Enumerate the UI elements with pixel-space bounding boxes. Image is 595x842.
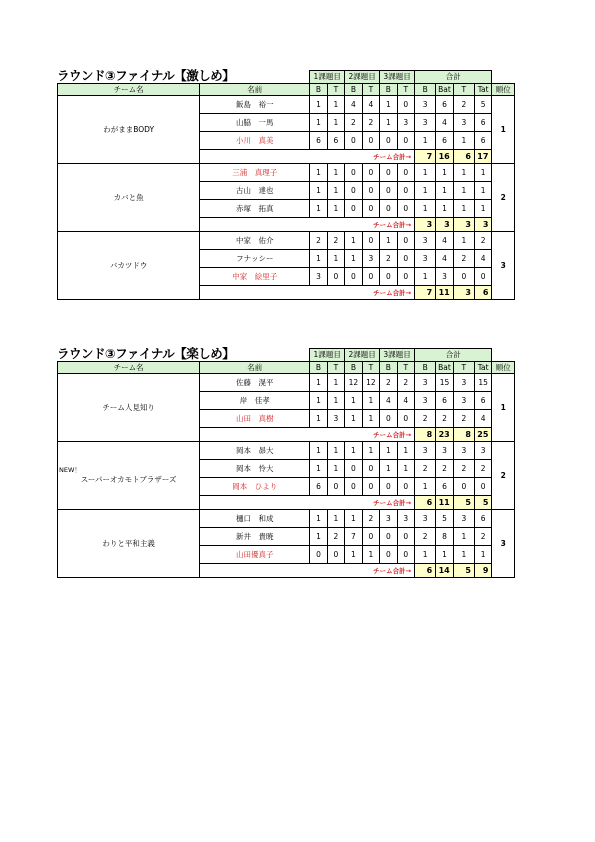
rank-spacer — [492, 349, 515, 362]
score-cell: 0 — [380, 181, 397, 199]
score-cell: 1 — [310, 391, 327, 409]
header-k2: 2課題目 — [345, 71, 380, 84]
team-total-label: チーム合計→ — [200, 285, 415, 299]
score-cell: 3 — [436, 441, 453, 459]
team-total-label: チーム合計→ — [200, 427, 415, 441]
score-cell: 2 — [415, 527, 436, 545]
score-cell: 1 — [327, 509, 344, 527]
header-t: T — [397, 361, 414, 373]
member-name: 岡本 ひより — [200, 477, 310, 495]
score-cell: 3 — [415, 95, 436, 113]
score-cell: 1 — [327, 373, 344, 391]
score-cell: 1 — [362, 409, 379, 427]
header-k3: 3課題目 — [380, 349, 415, 362]
score-cell: 1 — [310, 181, 327, 199]
score-cell: 1 — [380, 231, 397, 249]
score-cell: 1 — [380, 113, 397, 131]
score-cell: 1 — [327, 199, 344, 217]
score-cell: 2 — [397, 373, 414, 391]
score-cell: 4 — [397, 391, 414, 409]
score-cell: 2 — [415, 409, 436, 427]
score-cell: 1 — [345, 249, 362, 267]
score-cell: 3 — [415, 441, 436, 459]
score-cell: 0 — [345, 163, 362, 181]
score-cell: 0 — [345, 477, 362, 495]
score-cell: 0 — [397, 231, 414, 249]
team-total-value: 11 — [436, 495, 453, 509]
score-cell: 0 — [380, 199, 397, 217]
score-cell: 1 — [415, 199, 436, 217]
score-table — [57, 70, 515, 300]
team-total-value: 6 — [415, 495, 436, 509]
team-name-cell — [58, 95, 200, 163]
header-k1: 1課題目 — [310, 349, 345, 362]
score-cell: 1 — [453, 545, 474, 563]
header-t: T — [453, 83, 474, 95]
score-cell: 1 — [310, 95, 327, 113]
team-total-value: 16 — [436, 149, 453, 163]
team-total-value: 7 — [415, 149, 436, 163]
score-cell: 0 — [362, 231, 379, 249]
member-name: フナッシー — [200, 249, 310, 267]
score-cell: 3 — [415, 231, 436, 249]
header-rank: 順位 — [492, 83, 515, 95]
score-cell: 1 — [436, 545, 453, 563]
score-cell: 1 — [453, 231, 474, 249]
score-cell: 1 — [453, 527, 474, 545]
member-name: 飯島 裕一 — [200, 95, 310, 113]
team-total-label: チーム合計→ — [200, 217, 415, 231]
score-cell: 1 — [362, 391, 379, 409]
score-cell: 3 — [415, 391, 436, 409]
score-cell: 3 — [453, 113, 474, 131]
score-cell: 3 — [415, 509, 436, 527]
member-name: 樋口 和成 — [200, 509, 310, 527]
member-row — [58, 95, 515, 113]
score-cell: 1 — [415, 545, 436, 563]
score-cell: 1 — [327, 181, 344, 199]
score-cell: 1 — [415, 267, 436, 285]
score-cell: 4 — [436, 113, 453, 131]
team-total-value: 23 — [436, 427, 453, 441]
header-b: B — [380, 361, 397, 373]
score-cell: 3 — [453, 509, 474, 527]
team-total-value: 9 — [474, 563, 491, 577]
score-cell: 0 — [380, 527, 397, 545]
member-name: 小川 真美 — [200, 131, 310, 149]
team-name-cell — [58, 373, 200, 441]
rank-cell: 1 — [492, 95, 515, 163]
team-total-value: 3 — [415, 217, 436, 231]
score-cell: 3 — [362, 249, 379, 267]
header-row — [58, 71, 515, 84]
team-name: チーム人見知り — [102, 402, 155, 412]
score-cell: 3 — [453, 373, 474, 391]
member-row — [58, 441, 515, 459]
member-name: 山田優真子 — [200, 545, 310, 563]
score-cell: 1 — [436, 199, 453, 217]
score-cell: 2 — [453, 409, 474, 427]
score-cell: 1 — [436, 163, 453, 181]
score-cell: 2 — [415, 459, 436, 477]
score-cell: 0 — [453, 477, 474, 495]
score-cell: 6 — [327, 131, 344, 149]
score-cell: 1 — [415, 163, 436, 181]
score-cell: 1 — [345, 441, 362, 459]
score-cell: 1 — [453, 181, 474, 199]
new-badge: NEW！ — [59, 466, 81, 474]
score-cell: 1 — [380, 95, 397, 113]
header-team: チーム名 — [58, 361, 200, 373]
score-cell: 0 — [380, 163, 397, 181]
header-b: B — [310, 361, 327, 373]
member-row — [58, 163, 515, 181]
header-bat: Bat — [436, 83, 453, 95]
header-name: 名前 — [200, 83, 310, 95]
score-cell: 1 — [453, 131, 474, 149]
score-cell: 0 — [310, 545, 327, 563]
member-name: 山田 真樹 — [200, 409, 310, 427]
team-total-value: 5 — [453, 563, 474, 577]
score-cell: 1 — [474, 199, 491, 217]
team-total-label: チーム合計→ — [200, 563, 415, 577]
score-cell: 1 — [327, 441, 344, 459]
score-cell: 1 — [415, 477, 436, 495]
rank-cell: 2 — [492, 163, 515, 231]
header-row — [58, 349, 515, 362]
score-cell: 15 — [436, 373, 453, 391]
score-cell: 0 — [362, 199, 379, 217]
score-cell: 1 — [345, 545, 362, 563]
score-cell: 3 — [415, 113, 436, 131]
score-cell: 1 — [345, 231, 362, 249]
score-cell: 0 — [362, 477, 379, 495]
score-cell: 0 — [474, 267, 491, 285]
score-cell: 1 — [362, 545, 379, 563]
score-cell: 12 — [345, 373, 362, 391]
header-b: B — [310, 83, 327, 95]
score-cell: 2 — [362, 113, 379, 131]
header-tat: Tat — [474, 83, 491, 95]
score-cell: 1 — [474, 181, 491, 199]
rank-cell: 2 — [492, 441, 515, 509]
member-name: 岸 佳孝 — [200, 391, 310, 409]
score-cell: 0 — [380, 409, 397, 427]
score-cell: 2 — [474, 527, 491, 545]
team-total-value: 3 — [453, 217, 474, 231]
score-cell: 1 — [397, 441, 414, 459]
header-total: 合計 — [415, 349, 492, 362]
team-total-value: 6 — [453, 149, 474, 163]
score-cell: 2 — [436, 459, 453, 477]
rank-cell: 3 — [492, 231, 515, 299]
member-row — [58, 231, 515, 249]
team-name-cell — [58, 163, 200, 231]
header-b: B — [415, 83, 436, 95]
score-cell: 0 — [362, 459, 379, 477]
member-row — [58, 373, 515, 391]
score-cell: 3 — [453, 391, 474, 409]
team-name: カバと魚 — [113, 192, 144, 202]
score-cell: 3 — [453, 441, 474, 459]
title-spacer — [58, 71, 310, 84]
team-total-value: 5 — [453, 495, 474, 509]
header-t: T — [327, 361, 344, 373]
header-team: チーム名 — [58, 83, 200, 95]
member-name: 赤塚 拓真 — [200, 199, 310, 217]
score-cell: 6 — [310, 131, 327, 149]
score-cell: 0 — [380, 545, 397, 563]
team-total-value: 8 — [453, 427, 474, 441]
score-cell: 0 — [327, 477, 344, 495]
score-cell: 1 — [436, 181, 453, 199]
score-cell: 1 — [345, 409, 362, 427]
score-cell: 6 — [474, 509, 491, 527]
score-cell: 1 — [380, 441, 397, 459]
rank-cell: 1 — [492, 373, 515, 441]
score-cell: 0 — [380, 131, 397, 149]
section-title: ラウンド③ファイナル【激しめ】 — [57, 68, 235, 83]
score-cell: 0 — [362, 267, 379, 285]
score-cell: 0 — [327, 545, 344, 563]
score-cell: 2 — [453, 459, 474, 477]
score-cell: 0 — [397, 163, 414, 181]
score-cell: 1 — [327, 391, 344, 409]
score-cell: 1 — [415, 181, 436, 199]
team-total-value: 3 — [474, 217, 491, 231]
team-total-value: 17 — [474, 149, 491, 163]
score-cell: 3 — [327, 409, 344, 427]
score-cell: 1 — [415, 131, 436, 149]
header-t: T — [397, 83, 414, 95]
score-cell: 0 — [345, 267, 362, 285]
team-total-value: 7 — [415, 285, 436, 299]
team-total-value: 3 — [436, 217, 453, 231]
member-name: 岡本 昴大 — [200, 441, 310, 459]
score-cell: 1 — [310, 373, 327, 391]
rank-spacer — [492, 71, 515, 84]
header-rank: 順位 — [492, 361, 515, 373]
score-cell: 0 — [474, 477, 491, 495]
score-cell: 1 — [474, 545, 491, 563]
score-cell: 6 — [474, 391, 491, 409]
score-cell: 0 — [397, 95, 414, 113]
team-total-value: 8 — [415, 427, 436, 441]
team-total-value: 25 — [474, 427, 491, 441]
score-cell: 12 — [362, 373, 379, 391]
header-t: T — [362, 361, 379, 373]
team-name-cell — [58, 509, 200, 577]
header-k2: 2課題目 — [345, 349, 380, 362]
score-cell: 4 — [436, 231, 453, 249]
score-cell: 1 — [362, 441, 379, 459]
team-name-cell — [58, 231, 200, 299]
header-total: 合計 — [415, 71, 492, 84]
score-cell: 1 — [310, 459, 327, 477]
score-cell: 3 — [310, 267, 327, 285]
score-cell: 1 — [345, 509, 362, 527]
member-name: 岡本 怜大 — [200, 459, 310, 477]
score-cell: 0 — [362, 131, 379, 149]
score-cell: 2 — [436, 409, 453, 427]
score-cell: 0 — [327, 267, 344, 285]
score-cell: 6 — [436, 477, 453, 495]
score-cell: 1 — [310, 163, 327, 181]
score-cell: 3 — [415, 373, 436, 391]
score-cell: 4 — [362, 95, 379, 113]
score-cell: 0 — [345, 181, 362, 199]
team-total-value: 11 — [436, 285, 453, 299]
score-cell: 1 — [310, 509, 327, 527]
score-cell: 1 — [474, 163, 491, 181]
score-cell: 4 — [436, 249, 453, 267]
score-cell: 1 — [453, 199, 474, 217]
score-cell: 1 — [310, 199, 327, 217]
score-cell: 0 — [397, 527, 414, 545]
score-cell: 2 — [380, 373, 397, 391]
header-b: B — [380, 83, 397, 95]
score-cell: 8 — [436, 527, 453, 545]
subheader-row — [58, 361, 515, 373]
score-cell: 2 — [474, 459, 491, 477]
team-name: わりと平和主義 — [102, 538, 155, 548]
score-cell: 5 — [474, 95, 491, 113]
header-k3: 3課題目 — [380, 71, 415, 84]
score-cell: 1 — [345, 391, 362, 409]
score-cell: 4 — [345, 95, 362, 113]
member-name: 山脇 一馬 — [200, 113, 310, 131]
header-bat: Bat — [436, 361, 453, 373]
member-name: 中家 絵里子 — [200, 267, 310, 285]
score-cell: 3 — [397, 509, 414, 527]
score-table — [57, 348, 515, 578]
score-cell: 2 — [327, 527, 344, 545]
header-k1: 1課題目 — [310, 71, 345, 84]
header-t: T — [362, 83, 379, 95]
score-cell: 6 — [436, 391, 453, 409]
team-total-label: チーム合計→ — [200, 149, 415, 163]
subheader-row — [58, 83, 515, 95]
member-name: 三浦 真理子 — [200, 163, 310, 181]
team-total-value: 5 — [474, 495, 491, 509]
team-total-value: 6 — [474, 285, 491, 299]
score-cell: 0 — [380, 477, 397, 495]
score-cell: 4 — [474, 249, 491, 267]
score-cell: 0 — [362, 181, 379, 199]
score-cell: 3 — [397, 113, 414, 131]
score-cell: 1 — [310, 527, 327, 545]
score-cell: 2 — [474, 231, 491, 249]
score-cell: 1 — [327, 163, 344, 181]
score-cell: 1 — [327, 113, 344, 131]
team-name: スーパーオカモトブラザーズ — [80, 475, 177, 484]
score-cell: 1 — [327, 459, 344, 477]
member-name: 古山 達也 — [200, 181, 310, 199]
member-name: 中家 佑介 — [200, 231, 310, 249]
score-cell: 1 — [327, 95, 344, 113]
score-cell: 6 — [310, 477, 327, 495]
score-cell: 1 — [310, 409, 327, 427]
team-name: わがままBODY — [103, 124, 155, 134]
header-tat: Tat — [474, 361, 491, 373]
score-cell: 2 — [327, 231, 344, 249]
team-name-cell — [58, 441, 200, 509]
team-name: バカツドウ — [109, 260, 148, 270]
score-cell: 1 — [380, 459, 397, 477]
score-cell: 1 — [310, 441, 327, 459]
score-cell: 7 — [345, 527, 362, 545]
score-cell: 0 — [453, 267, 474, 285]
header-t: T — [327, 83, 344, 95]
score-cell: 3 — [436, 267, 453, 285]
header-b: B — [415, 361, 436, 373]
score-cell: 1 — [397, 459, 414, 477]
score-cell: 0 — [397, 545, 414, 563]
member-row — [58, 509, 515, 527]
score-cell: 5 — [436, 509, 453, 527]
team-total-value: 14 — [436, 563, 453, 577]
score-cell: 6 — [474, 131, 491, 149]
score-cell: 0 — [397, 249, 414, 267]
header-b: B — [345, 83, 362, 95]
score-cell: 1 — [310, 249, 327, 267]
score-cell: 2 — [453, 249, 474, 267]
title-spacer — [58, 349, 310, 362]
team-total-label: チーム合計→ — [200, 495, 415, 509]
score-cell: 6 — [436, 95, 453, 113]
score-cell: 0 — [397, 267, 414, 285]
score-cell: 0 — [397, 409, 414, 427]
rank-cell: 3 — [492, 509, 515, 577]
score-cell: 0 — [397, 199, 414, 217]
score-cell: 0 — [362, 527, 379, 545]
score-cell: 0 — [345, 131, 362, 149]
score-cell: 2 — [362, 509, 379, 527]
section-title: ラウンド③ファイナル【楽しめ】 — [57, 346, 235, 361]
score-cell: 4 — [474, 409, 491, 427]
score-cell: 0 — [380, 267, 397, 285]
header-b: B — [345, 361, 362, 373]
score-cell: 1 — [310, 113, 327, 131]
score-cell: 0 — [362, 163, 379, 181]
score-cell: 3 — [474, 441, 491, 459]
score-cell: 0 — [397, 131, 414, 149]
header-t: T — [453, 361, 474, 373]
score-cell: 6 — [474, 113, 491, 131]
header-name: 名前 — [200, 361, 310, 373]
score-cell: 2 — [380, 249, 397, 267]
score-cell: 2 — [310, 231, 327, 249]
score-cell: 0 — [397, 477, 414, 495]
team-total-value: 3 — [453, 285, 474, 299]
score-cell: 15 — [474, 373, 491, 391]
member-name: 佐藤 滉平 — [200, 373, 310, 391]
team-total-value: 6 — [415, 563, 436, 577]
member-name: 新井 貴暁 — [200, 527, 310, 545]
score-cell: 1 — [327, 249, 344, 267]
score-cell: 1 — [453, 163, 474, 181]
score-cell: 0 — [345, 459, 362, 477]
score-cell: 3 — [415, 249, 436, 267]
score-cell: 4 — [380, 391, 397, 409]
score-cell: 6 — [436, 131, 453, 149]
score-cell: 0 — [345, 199, 362, 217]
score-cell: 2 — [453, 95, 474, 113]
score-cell: 3 — [380, 509, 397, 527]
score-cell: 2 — [345, 113, 362, 131]
score-cell: 0 — [397, 181, 414, 199]
